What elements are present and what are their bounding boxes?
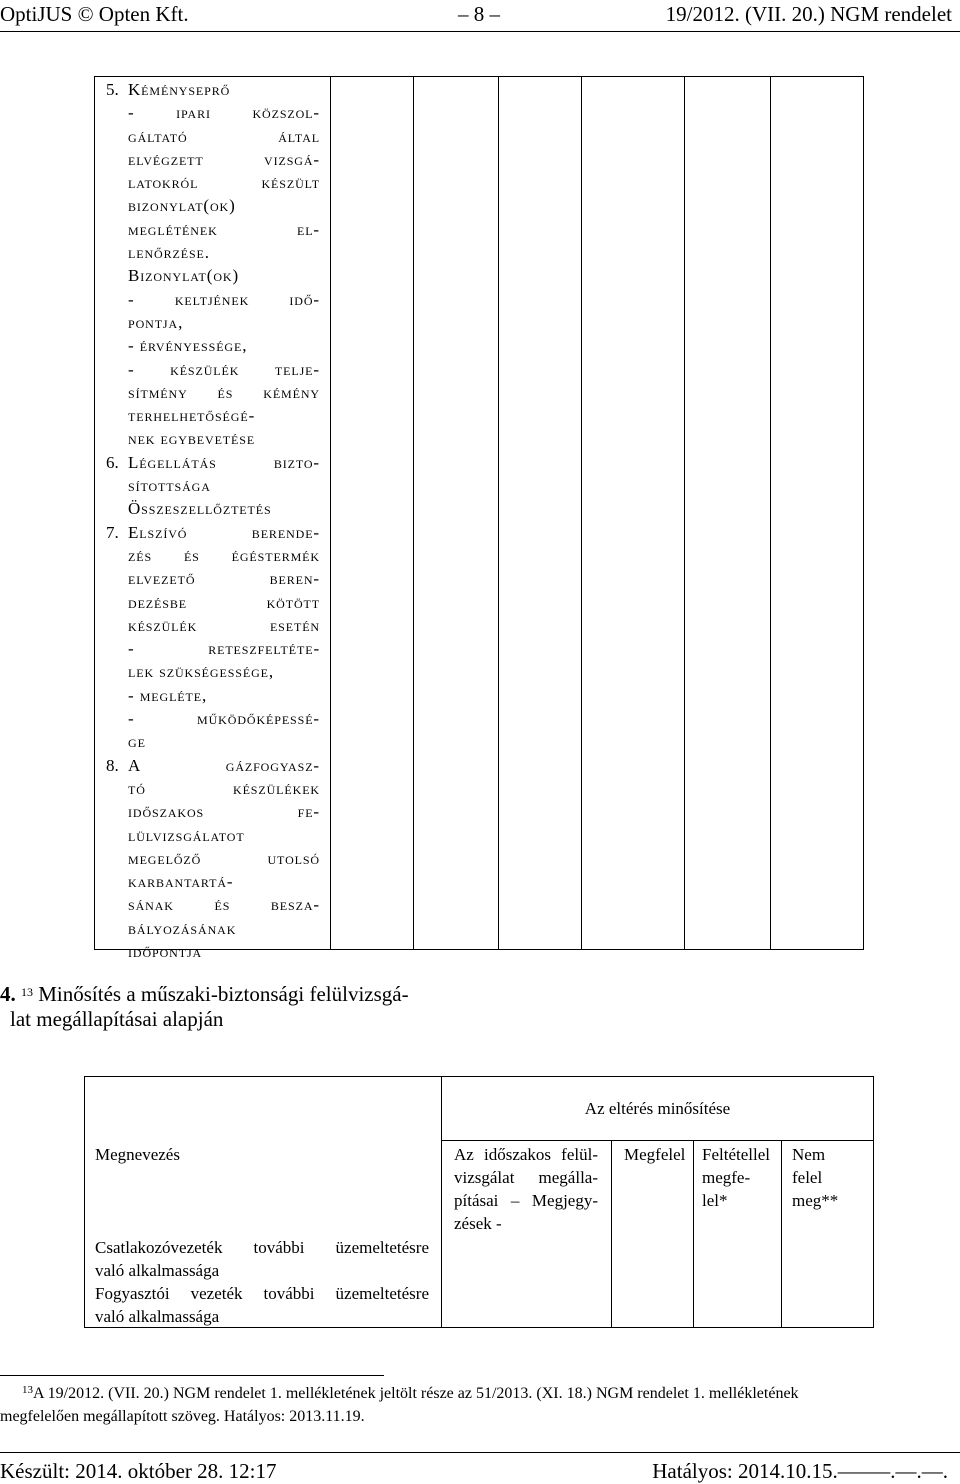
table-column-divider bbox=[770, 76, 771, 950]
item-text: bizonylat(ok) bbox=[128, 196, 236, 216]
item-line bbox=[106, 637, 320, 660]
footnote-number: 13 bbox=[22, 1384, 33, 1396]
item-text: sítottsága bbox=[128, 476, 211, 496]
item-line bbox=[106, 288, 320, 311]
header-rule bbox=[0, 31, 960, 32]
table-row: Csatlakozóvezeték további üzemeltetésre való alkalmassága bbox=[95, 1238, 429, 1280]
item-line bbox=[106, 241, 320, 264]
item-line bbox=[106, 847, 320, 870]
item-line bbox=[106, 824, 320, 847]
item-line bbox=[106, 893, 320, 916]
item-line bbox=[106, 101, 320, 124]
item-line bbox=[106, 264, 320, 287]
item-text: időszakos fe- bbox=[128, 802, 320, 822]
item-text: dezésbe kötött bbox=[128, 592, 320, 612]
column-ok-header: Megfelel bbox=[624, 1145, 686, 1164]
item-text: zés és égéstermék bbox=[128, 545, 320, 565]
item-line bbox=[106, 684, 320, 707]
table-column-divider bbox=[498, 76, 499, 950]
item-line bbox=[106, 194, 320, 217]
item-line bbox=[106, 334, 320, 357]
column-findings-header: Az időszakos felül- vizsgálat megálla- pításai – Megjegy- zések - bbox=[454, 1145, 598, 1233]
item-line bbox=[106, 614, 320, 637]
item-text: Elszívó berende- bbox=[128, 522, 320, 542]
item-text: ge bbox=[128, 732, 146, 752]
item-text: elvégzett vizsgá- bbox=[128, 149, 320, 169]
table-column-divider bbox=[693, 1140, 694, 1328]
item-text: Összeszellőztetés bbox=[128, 499, 272, 519]
item-text: sának és besza- bbox=[128, 895, 320, 915]
item-line bbox=[106, 311, 320, 334]
item-line bbox=[106, 800, 320, 823]
item-text: bályozásának bbox=[128, 918, 237, 938]
item-text: készülék esetén bbox=[128, 615, 320, 635]
item-text: - keltjének idő- bbox=[128, 289, 320, 309]
section-title: Minősítés a műszaki-biztonsági felülvizsgá- bbox=[38, 982, 409, 1006]
footnote bbox=[0, 1382, 960, 1428]
item-line bbox=[106, 451, 320, 474]
item-text: A gázfogyasz- bbox=[128, 755, 320, 775]
footer-effective: Hatályos: 2014.10.15.–––––.––.––. bbox=[652, 1459, 948, 1483]
header-source: OptiJUS © Opten Kft. bbox=[0, 2, 189, 26]
column-conditional-header: Feltétellel megfe- lel* bbox=[702, 1145, 770, 1210]
item-text: Bizonylat(ok) bbox=[128, 266, 240, 286]
item-line bbox=[106, 777, 320, 800]
item-number: 8. bbox=[106, 755, 119, 775]
footer-created: Készült: 2014. október 28. 12:17 bbox=[0, 1459, 277, 1483]
item-text: elvezető beren- bbox=[128, 569, 320, 589]
section-title-cont: lat megállapításai alapján bbox=[10, 1007, 224, 1031]
table-column-divider bbox=[684, 76, 685, 950]
item-line bbox=[106, 497, 320, 520]
footnote-rule bbox=[0, 1375, 384, 1376]
item-line bbox=[106, 591, 320, 614]
item-line bbox=[106, 754, 320, 777]
item-line bbox=[106, 358, 320, 381]
item-line bbox=[106, 78, 320, 101]
item-line bbox=[106, 707, 320, 730]
table-column-divider bbox=[413, 76, 414, 950]
item-line bbox=[106, 474, 320, 497]
item-text: pontja, bbox=[128, 312, 184, 332]
table-column-divider bbox=[581, 76, 582, 950]
item-text: Kéményseprő bbox=[128, 80, 231, 99]
item-text: - érvényessége, bbox=[128, 336, 248, 356]
item-text: - készülék telje- bbox=[128, 359, 320, 379]
item-line bbox=[106, 521, 320, 544]
item-text: gáltató által bbox=[128, 126, 320, 146]
item-text: időpontja bbox=[128, 941, 203, 961]
group-header: Az eltérés minősítése bbox=[584, 1099, 731, 1118]
section-number: 4. bbox=[0, 982, 16, 1006]
item-text: nek egybevetése bbox=[128, 429, 256, 449]
item-line bbox=[106, 917, 320, 940]
footer-rule bbox=[0, 1452, 960, 1453]
item-number: 7. bbox=[106, 522, 119, 542]
item-text: tó készülékek bbox=[128, 778, 320, 798]
item-line bbox=[106, 218, 320, 241]
item-line bbox=[106, 660, 320, 683]
item-text: lülvizsgálatot bbox=[128, 825, 245, 845]
item-line bbox=[106, 148, 320, 171]
item-text: lek szükségessége, bbox=[128, 662, 275, 682]
table-row: Fogyasztói vezeték további üzemeltetésre való alkalmassága bbox=[95, 1284, 429, 1326]
item-text: latokról készült bbox=[128, 173, 320, 193]
item-line bbox=[106, 870, 320, 893]
column-name-header: Megnevezés bbox=[95, 1145, 180, 1164]
section-heading bbox=[0, 982, 409, 1032]
footnote-text-cont: megfelelően megállapított szöveg. Hatályos: 2013.11.19. bbox=[0, 1408, 365, 1425]
item-text: - működőképessé- bbox=[128, 709, 320, 729]
item-text: terhelhetőségé- bbox=[128, 406, 256, 426]
header-page-number: – 8 – bbox=[458, 2, 500, 26]
table-column-divider bbox=[781, 1140, 782, 1328]
table-header-rule bbox=[441, 1140, 874, 1141]
item-line bbox=[106, 171, 320, 194]
footnote-text: A 19/2012. (VII. 20.) NGM rendelet 1. mellékletének jeltölt része az 51/2013. (XI. 18.) NGM rendelet 1. mellékletének bbox=[33, 1385, 799, 1402]
item-line bbox=[106, 730, 320, 753]
item-text: karbantartá- bbox=[128, 872, 234, 892]
column-not-ok-header: Nem felel meg** bbox=[792, 1145, 839, 1210]
item-line bbox=[106, 404, 320, 427]
item-text: sítmény és kémény bbox=[128, 382, 320, 402]
item-line bbox=[106, 381, 320, 404]
item-text: - reteszfeltéte- bbox=[128, 639, 320, 659]
item-number: 5. bbox=[106, 80, 119, 99]
item-line bbox=[106, 125, 320, 148]
item-line bbox=[106, 544, 320, 567]
item-text: - megléte, bbox=[128, 685, 208, 705]
item-line bbox=[106, 427, 320, 450]
item-text: lenőrzése. bbox=[128, 243, 210, 263]
item-line bbox=[106, 567, 320, 590]
item-number: 6. bbox=[106, 452, 119, 472]
item-text: Légellátás bizto- bbox=[128, 452, 320, 472]
item-text: meglétének el- bbox=[128, 219, 320, 239]
item-text: megelőző utolsó bbox=[128, 848, 320, 868]
item-text: - ipari közszol- bbox=[128, 103, 320, 123]
header-document-title: 19/2012. (VII. 20.) NGM rendelet bbox=[665, 2, 952, 26]
footnote-ref: 13 bbox=[21, 985, 33, 999]
table-column-divider bbox=[611, 1140, 612, 1328]
table-column-divider bbox=[330, 76, 331, 950]
inspection-items bbox=[106, 78, 320, 963]
item-line bbox=[106, 940, 320, 963]
